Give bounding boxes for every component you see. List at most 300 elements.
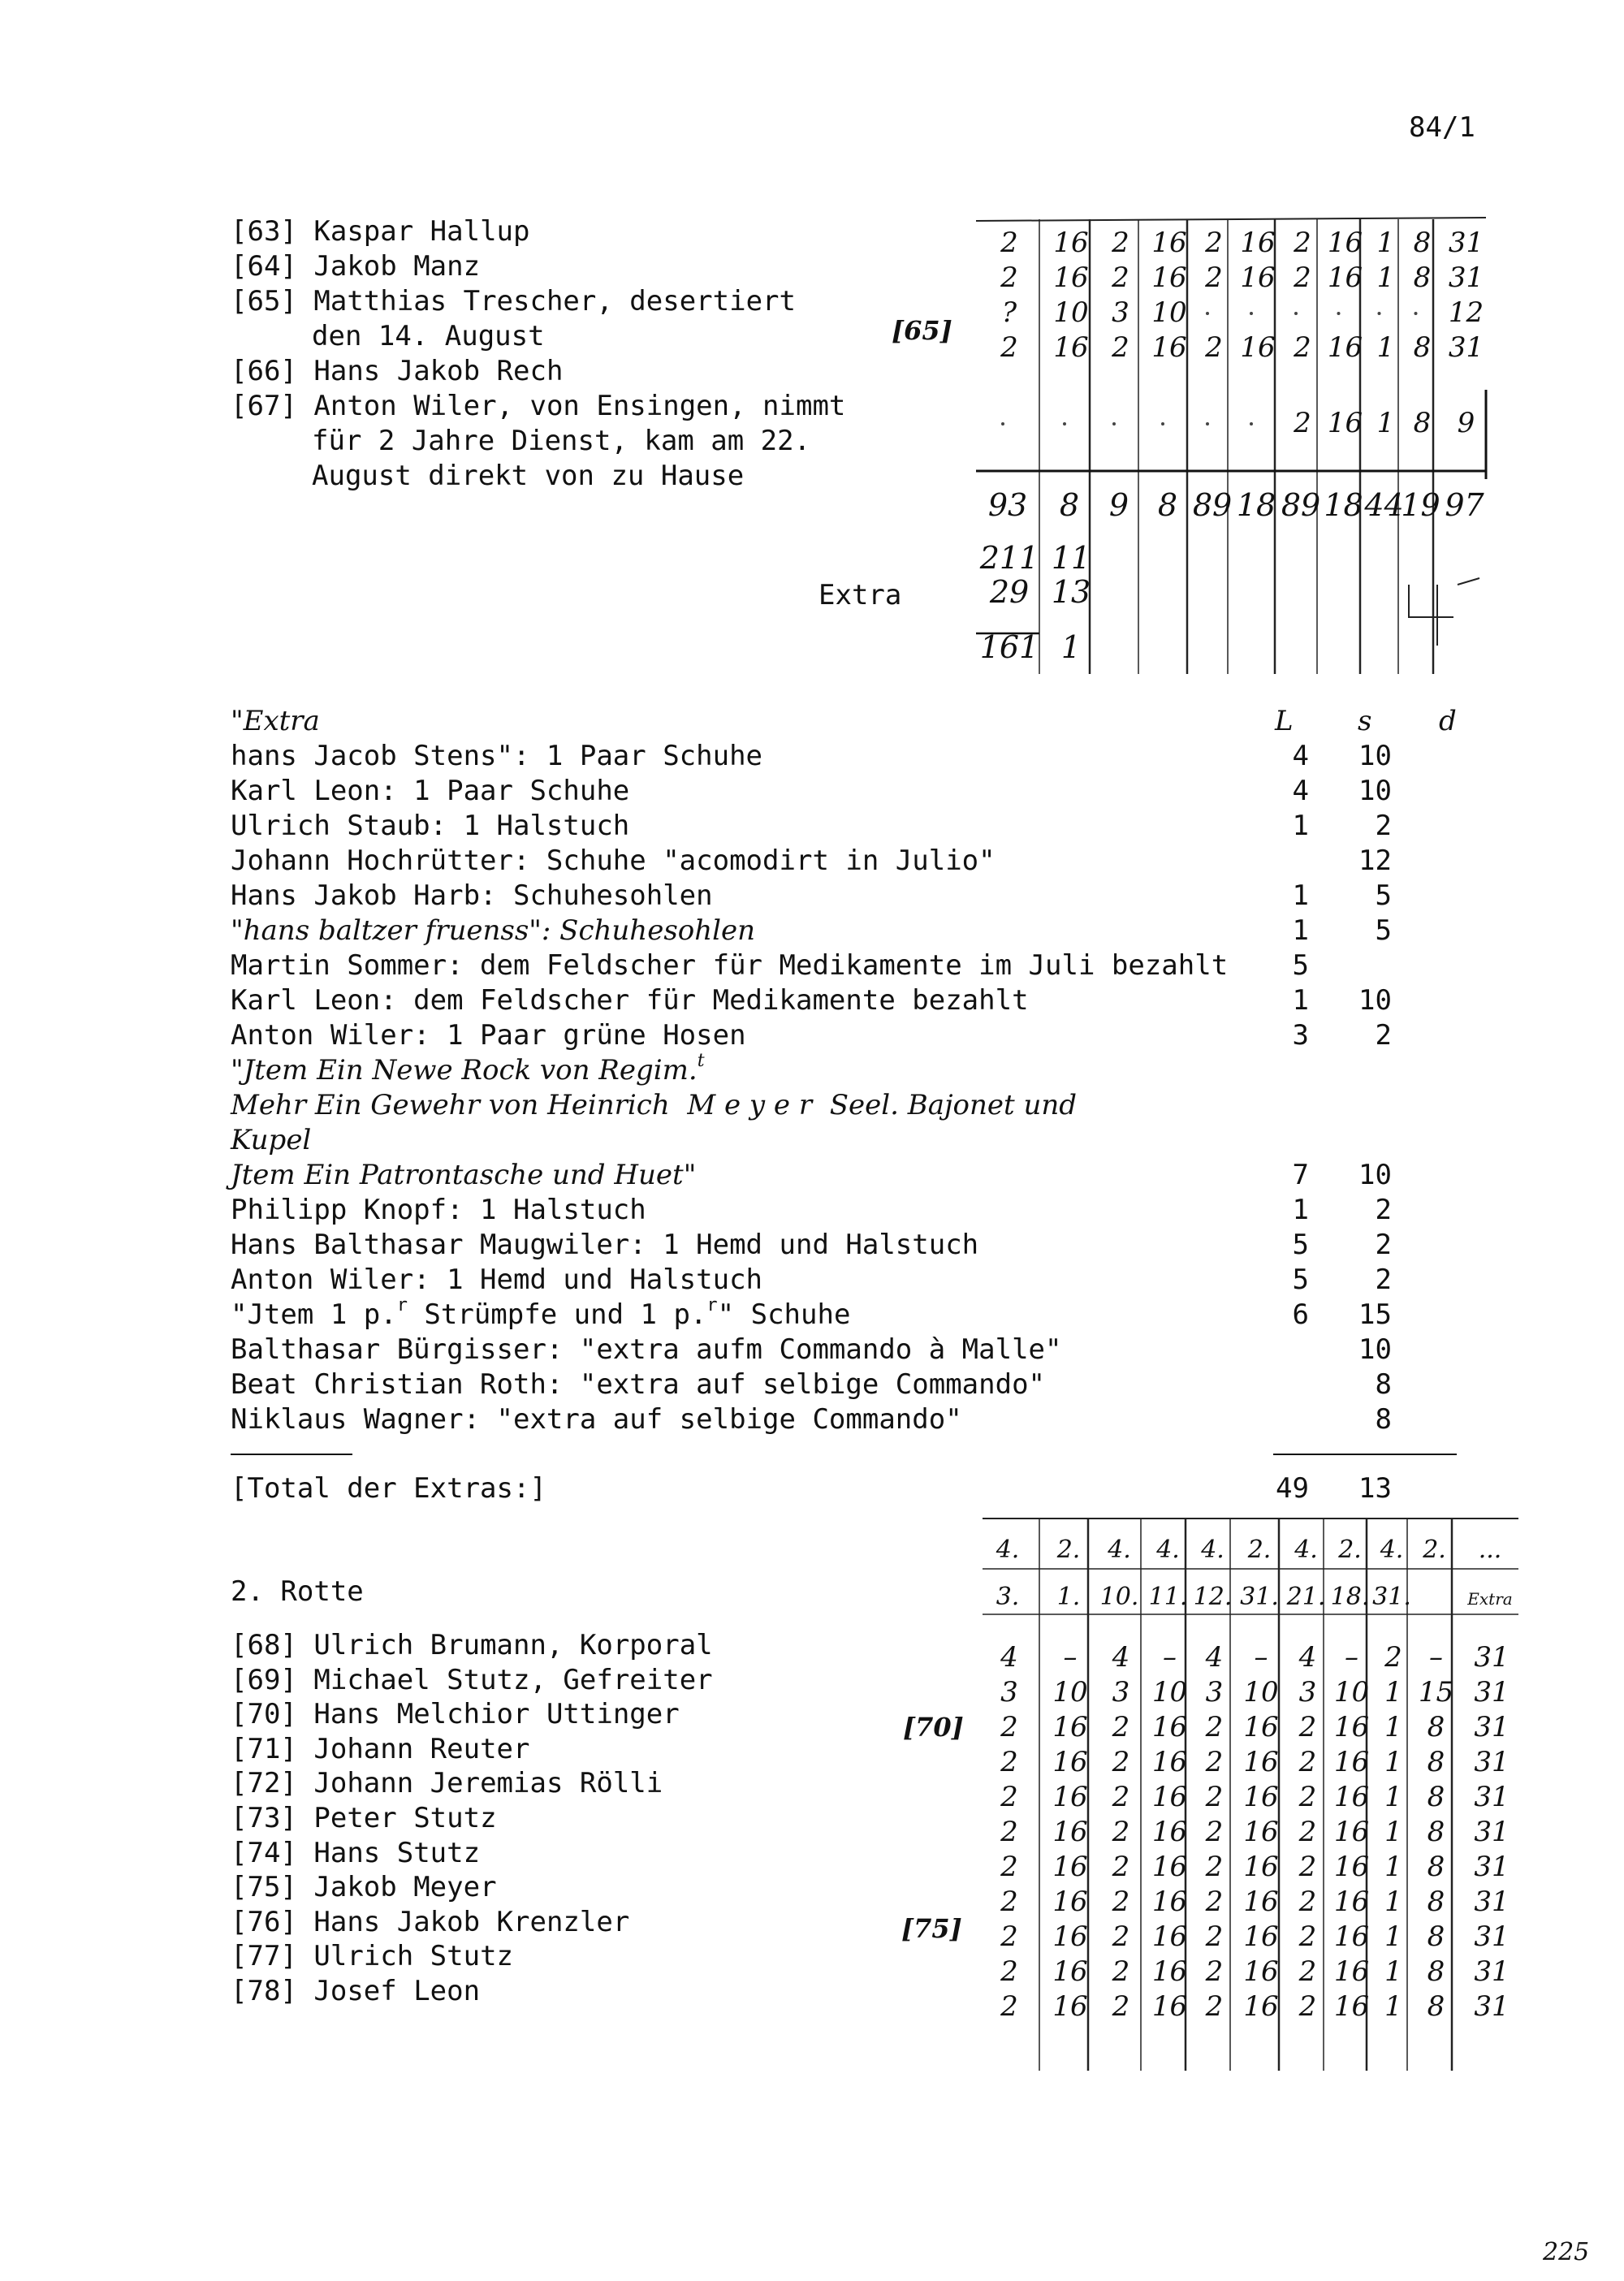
ledger-cell: 2 bbox=[1205, 261, 1223, 294]
ledger-header-cell: 31. bbox=[1240, 1583, 1279, 1611]
ledger-cell: 16 bbox=[1052, 1990, 1088, 2023]
ledger-cell: 9 bbox=[1457, 407, 1475, 439]
ledger-cell: 2 bbox=[1000, 1886, 1018, 1918]
extras-item: Balthasar Bürgisser: "extra aufm Commando à Malle" bbox=[231, 1333, 1062, 1366]
extras-item: Beat Christian Roth: "extra auf selbige Commando" bbox=[231, 1368, 1046, 1401]
rotte-entry: [77] Ulrich Stutz bbox=[231, 1940, 514, 1973]
rotte-entry: [71] Johann Reuter bbox=[231, 1732, 530, 1765]
ledger-cell: 2 bbox=[1298, 1816, 1317, 1848]
ledger-cell: 2 bbox=[1205, 1746, 1224, 1778]
extras-total-label: [Total der Extras:] bbox=[231, 1472, 546, 1505]
ledger-cell: 1 bbox=[1384, 1851, 1402, 1883]
ledger-cell: 12 bbox=[1448, 296, 1484, 329]
ledger-cell: 2 bbox=[1000, 1816, 1018, 1848]
ledger-cell: 16 bbox=[1333, 1955, 1370, 1988]
entry-66: [66] Hans Jakob Rech bbox=[231, 355, 564, 387]
extras-value-L: 1 bbox=[1292, 810, 1309, 842]
ledger-cell: 2 bbox=[1000, 1990, 1018, 2023]
extras-value-L: 1 bbox=[1292, 984, 1309, 1017]
ledger-cell: 16 bbox=[1052, 1886, 1088, 1918]
ledger-cell: 4 bbox=[1112, 1641, 1130, 1674]
ledger-cell: – bbox=[1063, 1641, 1078, 1674]
ledger-bracket bbox=[1409, 578, 1479, 646]
ledger-extra-cell: 11 bbox=[1051, 540, 1091, 576]
ledger-dot bbox=[1378, 312, 1381, 315]
ledger-cell: 8 bbox=[1427, 1746, 1445, 1778]
ledger-cell: 2 bbox=[1112, 1990, 1130, 2023]
extras-total-s: 13 bbox=[1358, 1472, 1392, 1505]
ledger-cell: 16 bbox=[1327, 331, 1363, 364]
ledger-scan-2 bbox=[966, 1510, 1518, 2095]
ledger-cell: 10 bbox=[1052, 1676, 1088, 1709]
ledger-dot bbox=[1250, 422, 1253, 426]
ledger-cell: 2 bbox=[1000, 331, 1018, 364]
ledger-header-cell: 12. bbox=[1193, 1583, 1233, 1611]
ledger-total-cell: 97 bbox=[1445, 487, 1484, 523]
extras-item: Kupel bbox=[231, 1124, 312, 1156]
ledger-cell: 16 bbox=[1243, 1990, 1279, 2023]
ledger-cell: 2 bbox=[1112, 1781, 1130, 1813]
ledger-cell: – bbox=[1163, 1641, 1177, 1674]
ledger-cell: 16 bbox=[1333, 1746, 1370, 1778]
ledger-cell: 1 bbox=[1384, 1781, 1402, 1813]
ledger-cell: 2 bbox=[1112, 261, 1129, 294]
extras-value-s: 2 bbox=[1375, 1264, 1392, 1296]
ledger-cell: 10 bbox=[1333, 1676, 1370, 1709]
rotte-entry: [72] Johann Jeremias Rölli bbox=[231, 1767, 663, 1800]
ledger-cell: 8 bbox=[1427, 1711, 1445, 1743]
entry-64: [64] Jakob Manz bbox=[231, 250, 481, 283]
extras-rule-left bbox=[231, 1454, 352, 1455]
ledger-cell: 31 bbox=[1474, 1816, 1510, 1848]
rotte-entry: [78] Josef Leon bbox=[231, 1975, 481, 2007]
ledger-cell: 16 bbox=[1333, 1711, 1370, 1743]
ledger-extra-cell: 211 bbox=[979, 540, 1039, 576]
extras-item: Hans Jakob Harb: Schuhesohlen bbox=[231, 879, 713, 912]
ledger-cell: 2 bbox=[1205, 1920, 1224, 1953]
entry-65-cont: den 14. August bbox=[312, 320, 545, 352]
page-number: 84/1 bbox=[1409, 111, 1475, 144]
extras-value-L: 7 bbox=[1292, 1159, 1309, 1191]
ledger-cell: 16 bbox=[1151, 1990, 1188, 2023]
ledger-cell: 31 bbox=[1474, 1746, 1510, 1778]
ledger-cell: 2 bbox=[1298, 1711, 1317, 1743]
ledger-cell: 2 bbox=[1205, 1816, 1224, 1848]
ledger-cell: 2 bbox=[1298, 1746, 1317, 1778]
ledger-header-cell: 2. bbox=[1247, 1536, 1272, 1564]
ledger-cell: 16 bbox=[1151, 1886, 1188, 1918]
ledger-cell: 16 bbox=[1243, 1851, 1279, 1883]
extras-value-L: 1 bbox=[1292, 879, 1309, 912]
extras-item: hans Jacob Stens": 1 Paar Schuhe bbox=[231, 740, 763, 772]
ledger-header-cell: ... bbox=[1478, 1536, 1502, 1564]
ledger-extra-cell: 1 bbox=[1060, 629, 1082, 665]
entry-67-cont1: für 2 Jahre Dienst, kam am 22. bbox=[312, 425, 811, 457]
ledger-total-cell: 89 bbox=[1281, 487, 1321, 523]
ledger-header-cell: 2. bbox=[1423, 1536, 1446, 1564]
ledger-cell: 16 bbox=[1243, 1816, 1279, 1848]
ledger-header-cell: 2. bbox=[1338, 1536, 1362, 1564]
ledger-cell: 2 bbox=[1205, 1851, 1224, 1883]
ledger-cell: 16 bbox=[1333, 1990, 1370, 2023]
extras-item: Jtem Ein Patrontasche und Huet" bbox=[231, 1159, 697, 1191]
ledger-cell: 3 bbox=[1000, 1676, 1018, 1709]
ledger-cell: 2 bbox=[1205, 331, 1223, 364]
ledger-cell: 4 bbox=[1000, 1641, 1018, 1674]
extras-value-s: 8 bbox=[1375, 1368, 1392, 1401]
ledger-cell: 3 bbox=[1205, 1676, 1224, 1709]
ledger-cell: 16 bbox=[1151, 1746, 1188, 1778]
ledger-total-cell: 18 bbox=[1324, 487, 1363, 523]
extras-value-s: 2 bbox=[1375, 1194, 1392, 1226]
rotte-entry: [69] Michael Stutz, Gefreiter bbox=[231, 1663, 713, 1696]
ledger-cell: 1 bbox=[1384, 1816, 1402, 1848]
ledger-dot bbox=[1206, 312, 1209, 315]
ledger-cell: 2 bbox=[1298, 1955, 1317, 1988]
ledger-extra-cell: 13 bbox=[1051, 574, 1091, 610]
ledger-cell: 1 bbox=[1384, 1920, 1402, 1953]
ledger-cell: 16 bbox=[1333, 1816, 1370, 1848]
extras-item: Ulrich Staub: 1 Halstuch bbox=[231, 810, 630, 842]
ledger-cell: 16 bbox=[1333, 1886, 1370, 1918]
ledger-cell: ? bbox=[1001, 296, 1017, 329]
ledger-cell: 8 bbox=[1413, 407, 1432, 439]
margin-mark-75: [75] bbox=[901, 1913, 962, 1944]
ledger-header-cell: 4. bbox=[1380, 1536, 1404, 1564]
extras-value-L: 4 bbox=[1292, 740, 1309, 772]
ledger-cell: 16 bbox=[1053, 227, 1089, 259]
ledger-cell: 2 bbox=[1298, 1990, 1317, 2023]
extras-item: "Jtem 1 p.$^r$ Strümpfe und 1 p.$^r$" Schuhe bbox=[231, 1295, 851, 1331]
ledger-cell: 16 bbox=[1151, 1955, 1188, 1988]
ledger-cell: 2 bbox=[1205, 227, 1223, 259]
extras-value-s: 2 bbox=[1375, 1019, 1392, 1052]
extras-value-L: 1 bbox=[1292, 1194, 1309, 1226]
ledger-top-rule bbox=[976, 218, 1486, 221]
ledger-cell: 2 bbox=[1205, 1711, 1224, 1743]
ledger-total-cell: 89 bbox=[1192, 487, 1233, 523]
ledger-cell: 1 bbox=[1376, 407, 1395, 439]
ledger-cell: 16 bbox=[1243, 1711, 1279, 1743]
ledger-cell: 8 bbox=[1427, 1955, 1445, 1988]
extras-value-s: 10 bbox=[1358, 740, 1392, 772]
ledger-header-cell: 4. bbox=[1201, 1536, 1224, 1564]
ledger-cell: 16 bbox=[1052, 1781, 1088, 1813]
ledger-cell: 16 bbox=[1053, 261, 1089, 294]
ledger-cell: 16 bbox=[1333, 1851, 1370, 1883]
margin-mark-70: [70] bbox=[903, 1712, 964, 1743]
ledger-cell: 31 bbox=[1474, 1781, 1510, 1813]
ledger-cell: 3 bbox=[1112, 296, 1129, 329]
ledger-cell: 10 bbox=[1243, 1676, 1279, 1709]
ledger-cell: 8 bbox=[1427, 1781, 1445, 1813]
ledger-header-cell: 2. bbox=[1056, 1536, 1081, 1564]
ledger-cell: 31 bbox=[1474, 1641, 1510, 1674]
ledger-cell: 16 bbox=[1151, 331, 1187, 364]
ledger-cell: 10 bbox=[1053, 296, 1089, 329]
ledger-cell: 16 bbox=[1151, 1781, 1188, 1813]
extras-col-d: d bbox=[1439, 705, 1457, 737]
ledger-cell: 2 bbox=[1294, 261, 1311, 294]
ledger-cell: 2 bbox=[1298, 1851, 1317, 1883]
ledger-cell: 16 bbox=[1052, 1816, 1088, 1848]
entry-63: [63] Kaspar Hallup bbox=[231, 215, 530, 248]
ledger-cell: 8 bbox=[1427, 1851, 1445, 1883]
ledger-cell: 2 bbox=[1298, 1781, 1317, 1813]
ledger-cell: 16 bbox=[1052, 1746, 1088, 1778]
ledger-cell: – bbox=[1254, 1641, 1268, 1674]
ledger-dot bbox=[1250, 312, 1253, 315]
ledger-total-cell: 8 bbox=[1059, 487, 1080, 523]
ledger-cell: 8 bbox=[1413, 261, 1432, 294]
ledger-cell: 8 bbox=[1413, 227, 1432, 259]
extras-item: "hans baltzer fruenss": Schuhesohlen bbox=[231, 914, 756, 947]
ledger-cell: 16 bbox=[1052, 1920, 1088, 1953]
rotte-entry: [75] Jakob Meyer bbox=[231, 1871, 497, 1904]
ledger-cell: 16 bbox=[1052, 1711, 1088, 1743]
ledger-cell: 16 bbox=[1151, 261, 1187, 294]
extras-total-L: 49 bbox=[1276, 1472, 1309, 1505]
ledger-cell: 16 bbox=[1151, 227, 1187, 259]
ledger-cell: 3 bbox=[1112, 1676, 1130, 1709]
extras-item: Anton Wiler: 1 Paar grüne Hosen bbox=[231, 1019, 746, 1052]
ledger-cell: 31 bbox=[1448, 331, 1484, 364]
ledger-cell: 31 bbox=[1474, 1676, 1510, 1709]
ledger-cell: 16 bbox=[1052, 1955, 1088, 1988]
ledger-cell: 2 bbox=[1112, 1920, 1130, 1953]
ledger-cell: 2 bbox=[1205, 1886, 1224, 1918]
ledger-cell: 8 bbox=[1427, 1886, 1445, 1918]
ledger-cell: 31 bbox=[1474, 1990, 1510, 2023]
rotte-entry: [76] Hans Jakob Krenzler bbox=[231, 1905, 630, 1938]
ledger-cell: 16 bbox=[1151, 1851, 1188, 1883]
extras-item: Philipp Knopf: 1 Halstuch bbox=[231, 1194, 646, 1226]
ledger-cell: – bbox=[1429, 1641, 1443, 1674]
ledger-cell: 16 bbox=[1333, 1781, 1370, 1813]
extras-value-L: 4 bbox=[1292, 775, 1309, 807]
ledger-cell: 16 bbox=[1151, 1920, 1188, 1953]
ledger-cell: 1 bbox=[1384, 1711, 1402, 1743]
ledger-cell: 16 bbox=[1240, 227, 1276, 259]
ledger-cell: 8 bbox=[1427, 1920, 1445, 1953]
ledger-cell: 31 bbox=[1474, 1711, 1510, 1743]
ledger-cell: 16 bbox=[1243, 1955, 1279, 1988]
ledger-cell: 3 bbox=[1298, 1676, 1317, 1709]
ledger-cell: 2 bbox=[1112, 1955, 1130, 1988]
ledger-cell: 31 bbox=[1448, 227, 1484, 259]
extras-value-s: 12 bbox=[1358, 845, 1392, 877]
ledger-cell: 31 bbox=[1474, 1851, 1510, 1883]
ledger-extra-cell: 161 bbox=[979, 629, 1039, 665]
ledger-cell: 16 bbox=[1151, 1816, 1188, 1848]
extras-item: Karl Leon: 1 Paar Schuhe bbox=[231, 775, 630, 807]
ledger-cell: 4 bbox=[1298, 1641, 1317, 1674]
ledger-cell: 15 bbox=[1418, 1676, 1454, 1709]
ledger-cell: 2 bbox=[1298, 1920, 1317, 1953]
extras-value-L: 5 bbox=[1292, 1229, 1309, 1261]
ledger-cell: 2 bbox=[1000, 1851, 1018, 1883]
ledger-header-cell: 4. bbox=[1108, 1536, 1131, 1564]
extras-item: Johann Hochrütter: Schuhe "acomodirt in Julio" bbox=[231, 845, 996, 877]
ledger-cell: 16 bbox=[1052, 1851, 1088, 1883]
extras-col-s: s bbox=[1358, 705, 1372, 737]
extras-col-L: L bbox=[1275, 705, 1294, 737]
ledger-cell: 16 bbox=[1240, 261, 1276, 294]
extras-value-s: 8 bbox=[1375, 1403, 1392, 1436]
ledger-dot bbox=[1294, 312, 1298, 315]
ledger-cell: 2 bbox=[1294, 407, 1311, 439]
extras-value-s: 2 bbox=[1375, 810, 1392, 842]
ledger-cell: 2 bbox=[1000, 1781, 1018, 1813]
ledger-dot bbox=[1337, 312, 1341, 315]
ledger-header-cell: 4. bbox=[1156, 1536, 1180, 1564]
ledger-cell: 8 bbox=[1427, 1990, 1445, 2023]
ledger-cell: 16 bbox=[1333, 1920, 1370, 1953]
rotte-heading: 2. Rotte bbox=[231, 1575, 364, 1608]
ledger-total-cell: 19 bbox=[1401, 487, 1440, 523]
ledger-cell: 2 bbox=[1000, 261, 1018, 294]
ledger-cell: 16 bbox=[1243, 1746, 1279, 1778]
ledger-dot bbox=[1161, 422, 1164, 426]
margin-mark-65: [65] bbox=[892, 315, 952, 346]
ledger-cell: 2 bbox=[1112, 331, 1129, 364]
extras-value-s: 10 bbox=[1358, 984, 1392, 1017]
ledger-cell: 1 bbox=[1376, 331, 1395, 364]
extras-value-L: 6 bbox=[1292, 1298, 1309, 1331]
extras-value-L: 5 bbox=[1292, 949, 1309, 982]
ledger-header-cell: Extra bbox=[1467, 1589, 1513, 1609]
extras-value-s: 15 bbox=[1358, 1298, 1392, 1331]
ledger-cell: 1 bbox=[1384, 1990, 1402, 2023]
entry-67: [67] Anton Wiler, von Ensingen, nimmt bbox=[231, 390, 846, 422]
extras-item: Niklaus Wagner: "extra auf selbige Commando" bbox=[231, 1403, 962, 1436]
ledger-header-cell: 11. bbox=[1148, 1583, 1188, 1611]
ledger-cell: 2 bbox=[1294, 227, 1311, 259]
ledger-scan-1 bbox=[966, 203, 1494, 674]
extras-item: "Jtem Ein Newe Rock von Regim.$^t$ bbox=[231, 1051, 705, 1086]
ledger-cell: 31 bbox=[1474, 1955, 1510, 1988]
ledger-cell: 2 bbox=[1112, 1886, 1130, 1918]
extras-header: "Extra bbox=[231, 705, 320, 737]
extras-item: Hans Balthasar Maugwiler: 1 Hemd und Halstuch bbox=[231, 1229, 979, 1261]
extras-item: Mehr Ein Gewehr von Heinrich M e y e r Seel. Bajonet und bbox=[231, 1089, 1078, 1121]
extras-item: Martin Sommer: dem Feldscher für Medikamente im Juli bezahlt bbox=[231, 949, 1229, 982]
ledger-dot bbox=[1206, 422, 1209, 426]
ledger-cell: 2 bbox=[1384, 1641, 1402, 1674]
ledger-cell: 1 bbox=[1384, 1886, 1402, 1918]
ledger-dot bbox=[1415, 312, 1418, 315]
ledger-cell: 2 bbox=[1205, 1955, 1224, 1988]
ledger-cell: 16 bbox=[1243, 1886, 1279, 1918]
ledger-cell: 2 bbox=[1112, 1711, 1130, 1743]
ledger-cell: 16 bbox=[1327, 407, 1363, 439]
entry-65: [65] Matthias Trescher, desertiert bbox=[231, 285, 796, 318]
ledger-dot bbox=[1001, 422, 1004, 426]
ledger-header-cell: 1. bbox=[1056, 1583, 1081, 1611]
ledger-cell: 2 bbox=[1112, 1851, 1130, 1883]
extras-value-L: 3 bbox=[1292, 1019, 1309, 1052]
ledger-cell: 16 bbox=[1240, 331, 1276, 364]
extras-item: Karl Leon: dem Feldscher für Medikamente bezahlt bbox=[231, 984, 1029, 1017]
rotte-entry: [74] Hans Stutz bbox=[231, 1836, 481, 1869]
extras-value-s: 5 bbox=[1375, 914, 1392, 947]
ledger-header-cell: 4. bbox=[996, 1536, 1020, 1564]
ledger-cell: 16 bbox=[1151, 1711, 1188, 1743]
extras-value-s: 2 bbox=[1375, 1229, 1392, 1261]
ledger-cell: 2 bbox=[1205, 1990, 1224, 2023]
ledger-cell: 8 bbox=[1427, 1816, 1445, 1848]
ledger-cell: 16 bbox=[1243, 1920, 1279, 1953]
ledger-total-cell: 93 bbox=[987, 487, 1028, 523]
extras-value-s: 10 bbox=[1358, 1159, 1392, 1191]
ledger-header-cell: 18. bbox=[1330, 1583, 1370, 1611]
ledger-cell: – bbox=[1345, 1641, 1358, 1674]
ledger-cell: 1 bbox=[1384, 1746, 1402, 1778]
ledger-cell: 2 bbox=[1000, 1955, 1018, 1988]
ledger-cell: 16 bbox=[1243, 1781, 1279, 1813]
ledger-cell: 2 bbox=[1112, 1746, 1130, 1778]
ledger-cell: 2 bbox=[1000, 1920, 1018, 1953]
ledger-cell: 31 bbox=[1474, 1886, 1510, 1918]
ledger-cell: 2 bbox=[1112, 1816, 1130, 1848]
ledger-cell: 31 bbox=[1474, 1920, 1510, 1953]
ledger-dot bbox=[1063, 422, 1066, 426]
ledger-cell: 1 bbox=[1384, 1955, 1402, 1988]
ledger-cell: 2 bbox=[1000, 1746, 1018, 1778]
ledger-header-cell: 21. bbox=[1286, 1583, 1326, 1611]
ledger-cell: 2 bbox=[1294, 331, 1311, 364]
extras-rule-right bbox=[1273, 1454, 1457, 1455]
ledger-cell: 10 bbox=[1151, 296, 1187, 329]
extras-value-s: 10 bbox=[1358, 1333, 1392, 1366]
ledger-cell: 4 bbox=[1205, 1641, 1224, 1674]
ledger-cell: 16 bbox=[1053, 331, 1089, 364]
rotte-entry: [73] Peter Stutz bbox=[231, 1802, 497, 1834]
ledger-total-cell: 18 bbox=[1236, 487, 1276, 523]
ledger-cell: 1 bbox=[1384, 1676, 1402, 1709]
ledger-cell: 31 bbox=[1448, 261, 1484, 294]
ledger-cell: 8 bbox=[1413, 331, 1432, 364]
ledger-cell: 2 bbox=[1000, 227, 1018, 259]
ledger-cell: 16 bbox=[1327, 261, 1363, 294]
extras-value-L: 5 bbox=[1292, 1264, 1309, 1296]
extras-value-s: 10 bbox=[1358, 775, 1392, 807]
ledger-cell: 16 bbox=[1327, 227, 1363, 259]
ledger-cell: 2 bbox=[1298, 1886, 1317, 1918]
rotte-entry: [68] Ulrich Brumann, Korporal bbox=[231, 1629, 713, 1661]
ledger-cell: 10 bbox=[1151, 1676, 1188, 1709]
ledger-total-cell: 8 bbox=[1157, 487, 1178, 523]
extra-label: Extra bbox=[818, 579, 902, 611]
ledger-extra-cell: 29 bbox=[989, 574, 1030, 610]
entry-67-cont2: August direkt von zu Hause bbox=[312, 460, 745, 492]
extras-item: Anton Wiler: 1 Hemd und Halstuch bbox=[231, 1264, 763, 1296]
ledger-cell: 2 bbox=[1205, 1781, 1224, 1813]
ledger-total-cell: 44 bbox=[1364, 487, 1404, 523]
ledger-header-cell: 31. bbox=[1372, 1583, 1411, 1611]
ledger-header-cell: 10. bbox=[1099, 1583, 1139, 1611]
ledger-header-cell: 4. bbox=[1294, 1536, 1318, 1564]
ledger-cell: 2 bbox=[1112, 227, 1129, 259]
rotte-entry: [70] Hans Melchior Uttinger bbox=[231, 1698, 680, 1731]
ledger-dot bbox=[1112, 422, 1116, 426]
ledger-cell: 1 bbox=[1376, 227, 1395, 259]
extras-value-s: 5 bbox=[1375, 879, 1392, 912]
extras-value-L: 1 bbox=[1292, 914, 1309, 947]
ledger-header-cell: 3. bbox=[996, 1583, 1020, 1611]
ledger-cell: 1 bbox=[1376, 261, 1395, 294]
ledger-cell: 2 bbox=[1000, 1711, 1018, 1743]
